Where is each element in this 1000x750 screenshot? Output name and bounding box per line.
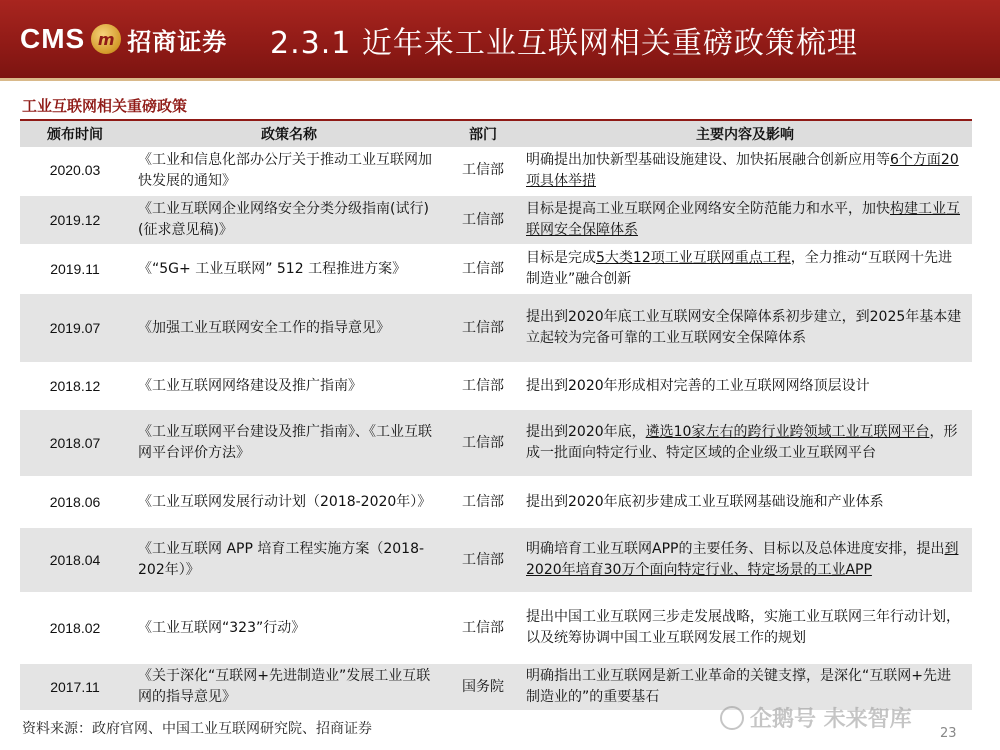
cell-policy-name: 《工业和信息化部办公厅关于推动工业互联网加快发展的通知》 bbox=[130, 147, 448, 195]
cell-policy-name: 《“5G+ 工业互联网” 512 工程推进方案》 bbox=[130, 245, 448, 293]
cell-policy-name: 《工业互联网“323”行动》 bbox=[130, 593, 448, 663]
cell-date: 2019.11 bbox=[20, 245, 130, 293]
table-row bbox=[20, 527, 972, 593]
cell-content: 提出到2020年底工业互联网安全保障体系初步建立，到2025年基本建立起较为完备可靠的工业互联网安全保障体系 bbox=[518, 293, 972, 363]
table-row bbox=[20, 195, 972, 245]
cell-policy-name: 《工业互联网 APP 培育工程实施方案（2018-202年）》 bbox=[130, 527, 448, 593]
cell-content: 提出中国工业互联网三步走发展战略，实施工业互联网三年行动计划，以及统筹协调中国工业互联网发展工作的规划 bbox=[518, 593, 972, 663]
cell-content: 明确提出加快新型基础设施建设、加快拓展融合创新应用等6个方面20项具体举措 bbox=[518, 147, 972, 195]
watermark bbox=[720, 702, 912, 733]
header-banner bbox=[0, 0, 1000, 78]
cell-date: 2018.04 bbox=[20, 527, 130, 593]
header-content: 主要内容及影响 bbox=[518, 121, 972, 147]
header-department: 部门 bbox=[448, 121, 518, 147]
cell-content: 提出到2020年底初步建成工业互联网基础设施和产业体系 bbox=[518, 477, 972, 527]
cell-department: 工信部 bbox=[448, 477, 518, 527]
cell-policy-name: 《工业互联网企业网络安全分类分级指南(试行)(征求意见稿)》 bbox=[130, 195, 448, 245]
cell-policy-name: 《加强工业互联网安全工作的指导意见》 bbox=[130, 293, 448, 363]
table-row bbox=[20, 409, 972, 477]
header-divider bbox=[0, 78, 1000, 81]
cell-content: 目标是提高工业互联网企业网络安全防范能力和水平，加快构建工业互联网安全保障体系 bbox=[518, 195, 972, 245]
cell-date: 2019.12 bbox=[20, 195, 130, 245]
cell-department: 工信部 bbox=[448, 195, 518, 245]
cell-content: 提出到2020年底，遴选10家左右的跨行业跨领域工业互联网平台，形成一批面向特定行业、特定区域的企业级工业互联网平台 bbox=[518, 409, 972, 477]
penguin-icon bbox=[720, 706, 744, 730]
cell-content: 提出到2020年形成相对完善的工业互联网网络顶层设计 bbox=[518, 363, 972, 409]
cell-date: 2019.07 bbox=[20, 293, 130, 363]
cell-department: 国务院 bbox=[448, 663, 518, 711]
cell-department: 工信部 bbox=[448, 409, 518, 477]
cell-date: 2020.03 bbox=[20, 147, 130, 195]
watermark-text: 企鹅号 未来智库 bbox=[750, 707, 912, 732]
cell-date: 2018.12 bbox=[20, 363, 130, 409]
page-number: 23 bbox=[940, 726, 957, 741]
cell-content: 明确培育工业互联网APP的主要任务、目标以及总体进度安排，提出到2020年培育30万个面向特定行业、特定场景的工业APP bbox=[518, 527, 972, 593]
cell-policy-name: 《工业互联网平台建设及推广指南》、《工业互联网平台评价方法》 bbox=[130, 409, 448, 477]
source-note: 资料来源：政府官网、中国工业互联网研究院、招商证券 bbox=[22, 721, 372, 737]
cell-department: 工信部 bbox=[448, 527, 518, 593]
logo-text: CMS bbox=[20, 23, 86, 54]
cell-policy-name: 《工业互联网网络建设及推广指南》 bbox=[130, 363, 448, 409]
cell-content: 目标是完成5大类12项工业互联网重点工程，全力推动“互联网十先进制造业”融合创新 bbox=[518, 245, 972, 293]
cell-department: 工信部 bbox=[448, 293, 518, 363]
logo-mark-icon: m bbox=[91, 24, 121, 54]
cell-department: 工信部 bbox=[448, 363, 518, 409]
slide-title: 2.3.1 近年来工业互联网相关重磅政策梳理 bbox=[270, 26, 858, 61]
cell-date: 2018.06 bbox=[20, 477, 130, 527]
table-row bbox=[20, 245, 972, 293]
cell-date: 2018.07 bbox=[20, 409, 130, 477]
cell-date: 2018.02 bbox=[20, 593, 130, 663]
cell-department: 工信部 bbox=[448, 245, 518, 293]
table-row bbox=[20, 293, 972, 363]
cell-date: 2017.11 bbox=[20, 663, 130, 711]
company-logo bbox=[20, 22, 227, 56]
table-row bbox=[20, 593, 972, 663]
table-row bbox=[20, 147, 972, 195]
cell-policy-name: 《关于深化“互联网+先进制造业”发展工业互联网的指导意见》 bbox=[130, 663, 448, 711]
cell-content: 明确指出工业互联网是新工业革命的关键支撑，是深化“互联网+先进制造业的”的重要基石 bbox=[518, 663, 972, 711]
table-caption: 工业互联网相关重磅政策 bbox=[22, 97, 188, 115]
table-row bbox=[20, 477, 972, 527]
logo-chinese-name: 招商证券 bbox=[127, 26, 228, 56]
table-header-row bbox=[20, 121, 972, 147]
header-date: 颁布时间 bbox=[20, 121, 130, 147]
cell-department: 工信部 bbox=[448, 593, 518, 663]
policy-table bbox=[20, 121, 972, 712]
cell-policy-name: 《工业互联网发展行动计划（2018-2020年）》 bbox=[130, 477, 448, 527]
cell-department: 工信部 bbox=[448, 147, 518, 195]
header-policy-name: 政策名称 bbox=[130, 121, 448, 147]
table-row bbox=[20, 363, 972, 409]
